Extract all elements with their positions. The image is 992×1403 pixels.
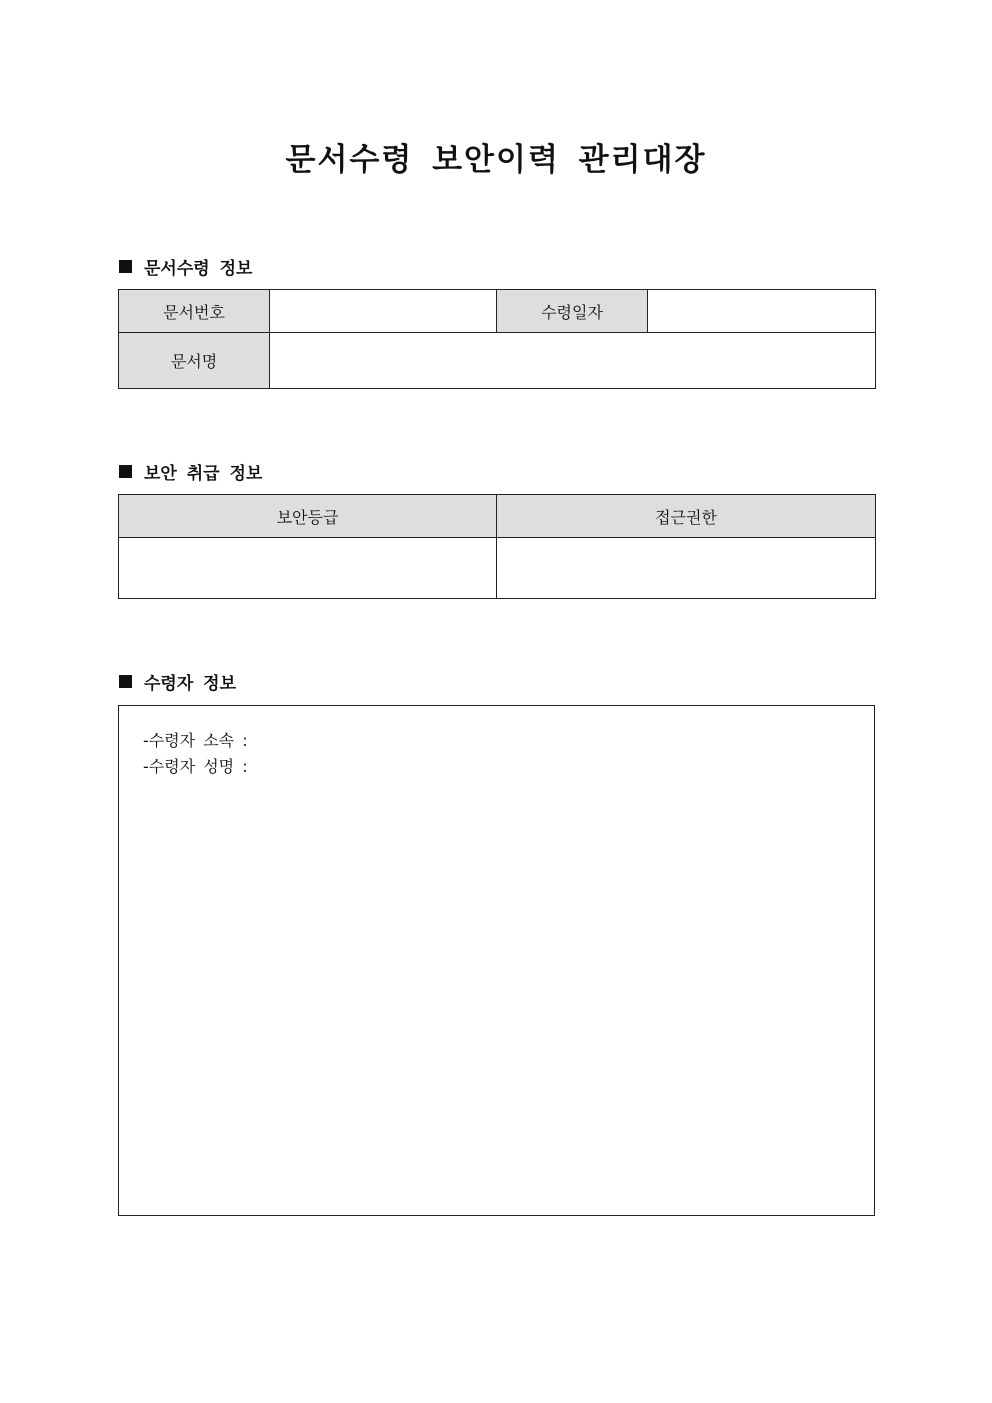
security-grade-label: 보안등급 bbox=[119, 495, 497, 538]
square-bullet-icon bbox=[119, 465, 132, 478]
section-heading-recipient-text: 수령자 정보 bbox=[144, 674, 237, 694]
doc-number-field[interactable] bbox=[270, 290, 497, 333]
doc-name-field[interactable] bbox=[270, 333, 876, 389]
doc-number-label: 문서번호 bbox=[119, 290, 270, 333]
recipient-info-box[interactable] bbox=[118, 705, 875, 1216]
security-grade-field[interactable] bbox=[119, 538, 497, 599]
recipient-name-label: -수령자 성명 : bbox=[143, 757, 248, 776]
page-title: 문서수령 보안이력 관리대장 bbox=[285, 142, 707, 178]
recipient-affiliation-label: -수령자 소속 : bbox=[143, 731, 248, 750]
access-rights-field[interactable] bbox=[497, 538, 876, 599]
security-info-table bbox=[118, 494, 876, 599]
received-date-label: 수령일자 bbox=[497, 290, 648, 333]
section-heading-receipt bbox=[119, 254, 252, 279]
received-date-field[interactable] bbox=[648, 290, 876, 333]
section-heading-receipt-text: 문서수령 정보 bbox=[144, 259, 253, 279]
section-heading-recipient bbox=[119, 669, 236, 694]
square-bullet-icon bbox=[119, 260, 132, 273]
section-heading-security bbox=[119, 459, 262, 484]
access-rights-label: 접근권한 bbox=[497, 495, 876, 538]
receipt-info-table bbox=[118, 289, 876, 389]
section-heading-security-text: 보안 취급 정보 bbox=[144, 464, 263, 484]
square-bullet-icon bbox=[119, 675, 132, 688]
doc-name-label: 문서명 bbox=[119, 333, 270, 389]
